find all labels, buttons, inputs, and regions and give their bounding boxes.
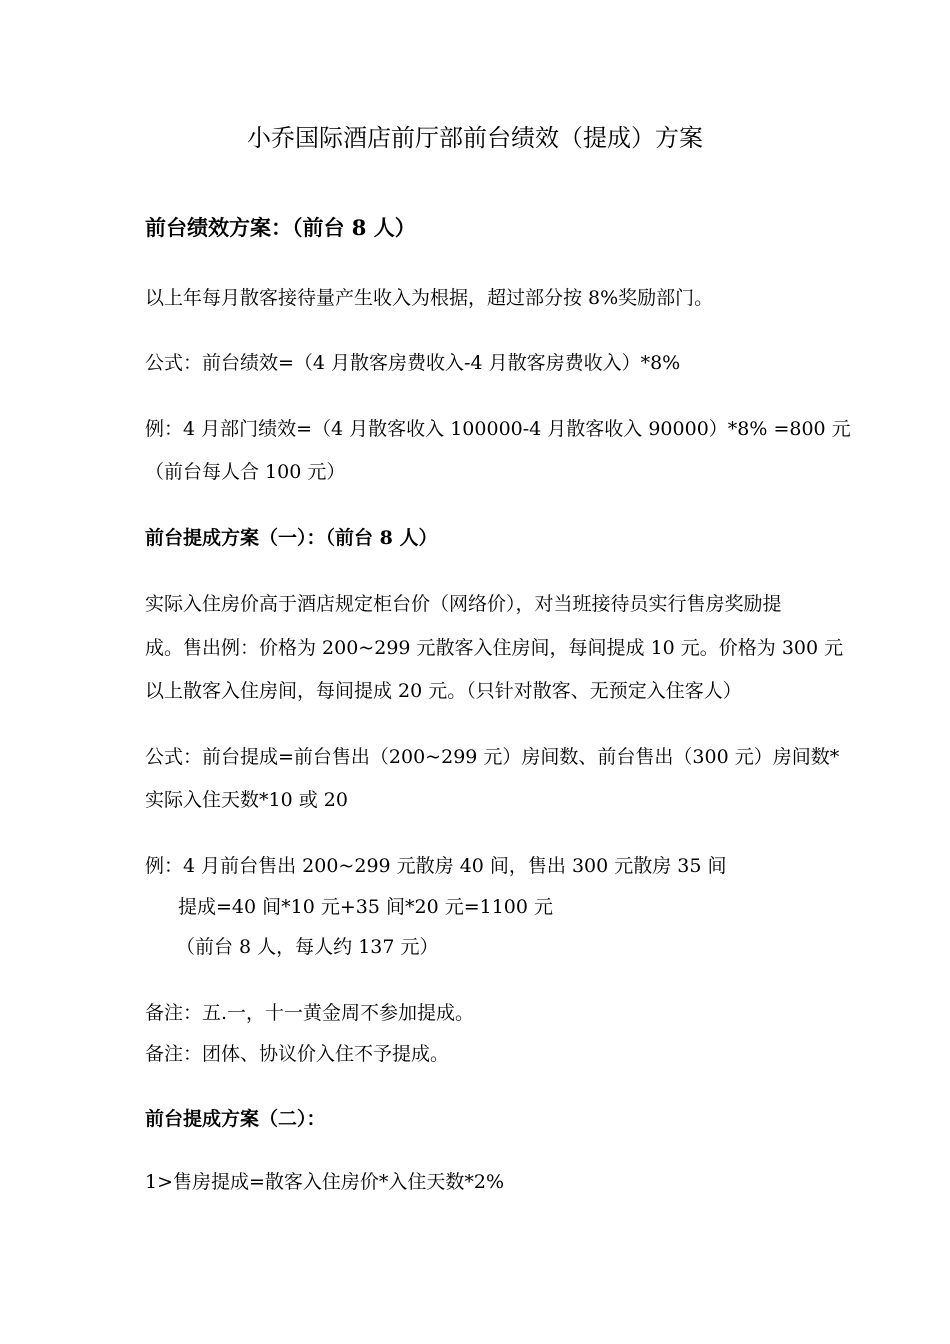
- section2-description-line2: 成。售出例：价格为 200~299 元散客入住房间，每间提成 10 元。价格为 300 元: [145, 637, 844, 659]
- section3-heading: 前台提成方案（二）：: [145, 1108, 326, 1130]
- section2-description-line3: 以上散客入住房间，每间提成 20 元。（只针对散客、无预定入住客人）: [145, 680, 742, 702]
- section1-description: 以上年每月散客接待量产生收入为根据，超过部分按 8%奖励部门。: [145, 287, 714, 309]
- section1-formula: 公式：前台绩效=（4 月散客房费收入-4 月散客房费收入）*8%: [145, 352, 681, 374]
- section2-formula-line1: 公式：前台提成=前台售出（200~299 元）房间数、前台售出（300 元）房间数*: [145, 746, 840, 768]
- section2-formula-line2: 实际入住天数*10 或 20: [145, 789, 348, 811]
- section2-example-line3: （前台 8 人，每人约 137 元）: [176, 936, 439, 958]
- section2-example-line1: 例：4 月前台售出 200~299 元散房 40 间，售出 300 元散房 35 间: [145, 855, 727, 877]
- section1-example-line1: 例：4 月部门绩效=（4 月散客收入 100000-4 月散客收入 90000）*8% =800 元: [145, 418, 851, 440]
- section2-description-line1: 实际入住房价高于酒店规定柜台价（网络价），对当班接待员实行售房奖励提: [145, 593, 782, 615]
- section1-example-line2: （前台每人合 100 元）: [145, 461, 346, 483]
- section2-heading: 前台提成方案（一）：（前台 8 人）: [145, 527, 438, 549]
- section1-heading: 前台绩效方案：（前台 8 人）: [145, 215, 416, 240]
- section2-note2: 备注：团体、协议价入住不予提成。: [145, 1043, 450, 1065]
- section3-item1: 1>售房提成=散客入住房价*入住天数*2%: [145, 1171, 505, 1193]
- section2-example-line2: 提成=40 间*10 元+35 间*20 元=1100 元: [178, 896, 554, 918]
- document-title: 小乔国际酒店前厅部前台绩效（提成）方案: [247, 124, 703, 152]
- section2-note1: 备注：五.一，十一黄金周不参加提成。: [145, 1002, 475, 1024]
